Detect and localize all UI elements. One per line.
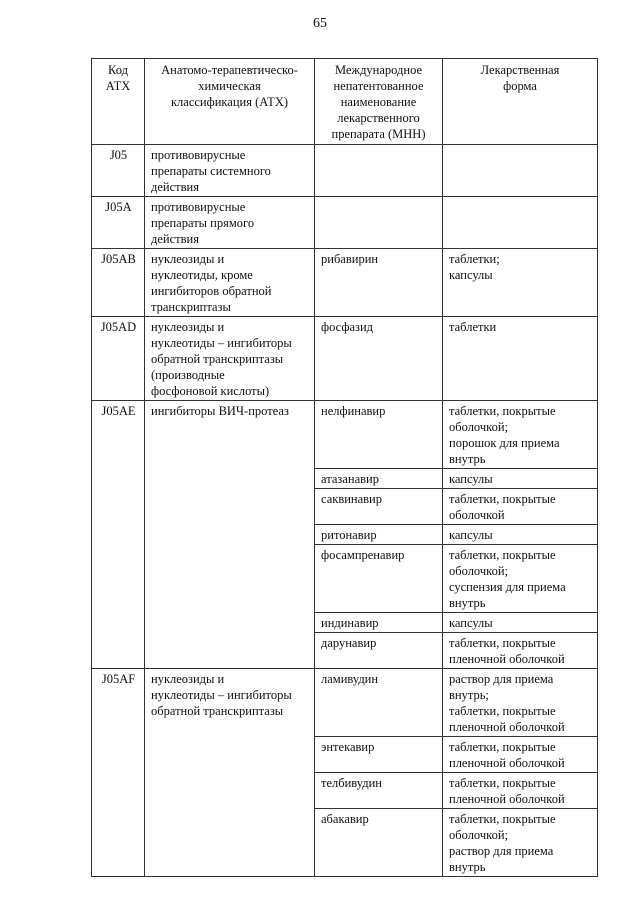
dosage-form-cell: капсулы — [443, 469, 598, 489]
dosage-form-cell: таблетки, покрытые оболочкой; суспензия для приема внутрь — [443, 545, 598, 613]
table-row — [92, 317, 598, 401]
dosage-form-cell — [443, 145, 598, 197]
table-header-row — [92, 59, 598, 145]
table-row — [92, 401, 598, 469]
dosage-form-cell: раствор для приема внутрь; таблетки, покрытые пленочной оболочкой — [443, 669, 598, 737]
header-atc-classification: Анатомо-терапевтическо- химическая классификация (АТХ) — [145, 59, 315, 145]
atc-code-cell: J05AE — [92, 401, 145, 669]
dosage-form-cell: таблетки, покрытые оболочкой; порошок для приема внутрь — [443, 401, 598, 469]
inn-cell: дарунавир — [315, 633, 443, 669]
atc-classification-cell: нуклеозиды и нуклеотиды – ингибиторы обратной транскриптазы — [145, 669, 315, 877]
dosage-form-cell: капсулы — [443, 613, 598, 633]
atc-classification-cell: нуклеозиды и нуклеотиды, кроме ингибиторов обратной транскриптазы — [145, 249, 315, 317]
atc-code-cell: J05A — [92, 197, 145, 249]
dosage-form-cell: таблетки, покрытые пленочной оболочкой — [443, 737, 598, 773]
inn-cell: телбивудин — [315, 773, 443, 809]
inn-cell: фосфазид — [315, 317, 443, 401]
atc-code-cell: J05AF — [92, 669, 145, 877]
dosage-form-cell: таблетки, покрытые оболочкой — [443, 489, 598, 525]
atc-code-cell: J05AB — [92, 249, 145, 317]
inn-cell: саквинавир — [315, 489, 443, 525]
atc-classification-cell: нуклеозиды и нуклеотиды – ингибиторы обратной транскриптазы (производные фосфоновой кислоты) — [145, 317, 315, 401]
dosage-form-cell: таблетки, покрытые оболочкой; раствор для приема внутрь — [443, 809, 598, 877]
dosage-form-cell: таблетки, покрытые пленочной оболочкой — [443, 773, 598, 809]
atc-code-cell: J05 — [92, 145, 145, 197]
inn-cell: нелфинавир — [315, 401, 443, 469]
atc-code-cell: J05AD — [92, 317, 145, 401]
atc-classification-cell: противовирусные препараты системного действия — [145, 145, 315, 197]
inn-cell: рибавирин — [315, 249, 443, 317]
inn-cell: ламивудин — [315, 669, 443, 737]
inn-cell — [315, 197, 443, 249]
inn-cell: абакавир — [315, 809, 443, 877]
header-inn: Международное непатентованное наименование лекарственного препарата (МНН) — [315, 59, 443, 145]
table-row — [92, 249, 598, 317]
dosage-form-cell: таблетки — [443, 317, 598, 401]
dosage-form-cell: таблетки; капсулы — [443, 249, 598, 317]
dosage-form-cell — [443, 197, 598, 249]
dosage-form-cell: капсулы — [443, 525, 598, 545]
inn-cell: атазанавир — [315, 469, 443, 489]
table-row — [92, 145, 598, 197]
atc-classification-cell: ингибиторы ВИЧ-протеаз — [145, 401, 315, 669]
inn-cell: ритонавир — [315, 525, 443, 545]
table-row — [92, 197, 598, 249]
inn-cell: фосампренавир — [315, 545, 443, 613]
atc-drug-table — [91, 58, 598, 877]
header-dosage-form: Лекарственная форма — [443, 59, 598, 145]
inn-cell: индинавир — [315, 613, 443, 633]
page-number: 65 — [313, 16, 327, 31]
header-atc-code: Код АТХ — [92, 59, 145, 145]
inn-cell: энтекавир — [315, 737, 443, 773]
table-row — [92, 669, 598, 737]
inn-cell — [315, 145, 443, 197]
table-body — [92, 145, 598, 877]
atc-classification-cell: противовирусные препараты прямого действия — [145, 197, 315, 249]
dosage-form-cell: таблетки, покрытые пленочной оболочкой — [443, 633, 598, 669]
